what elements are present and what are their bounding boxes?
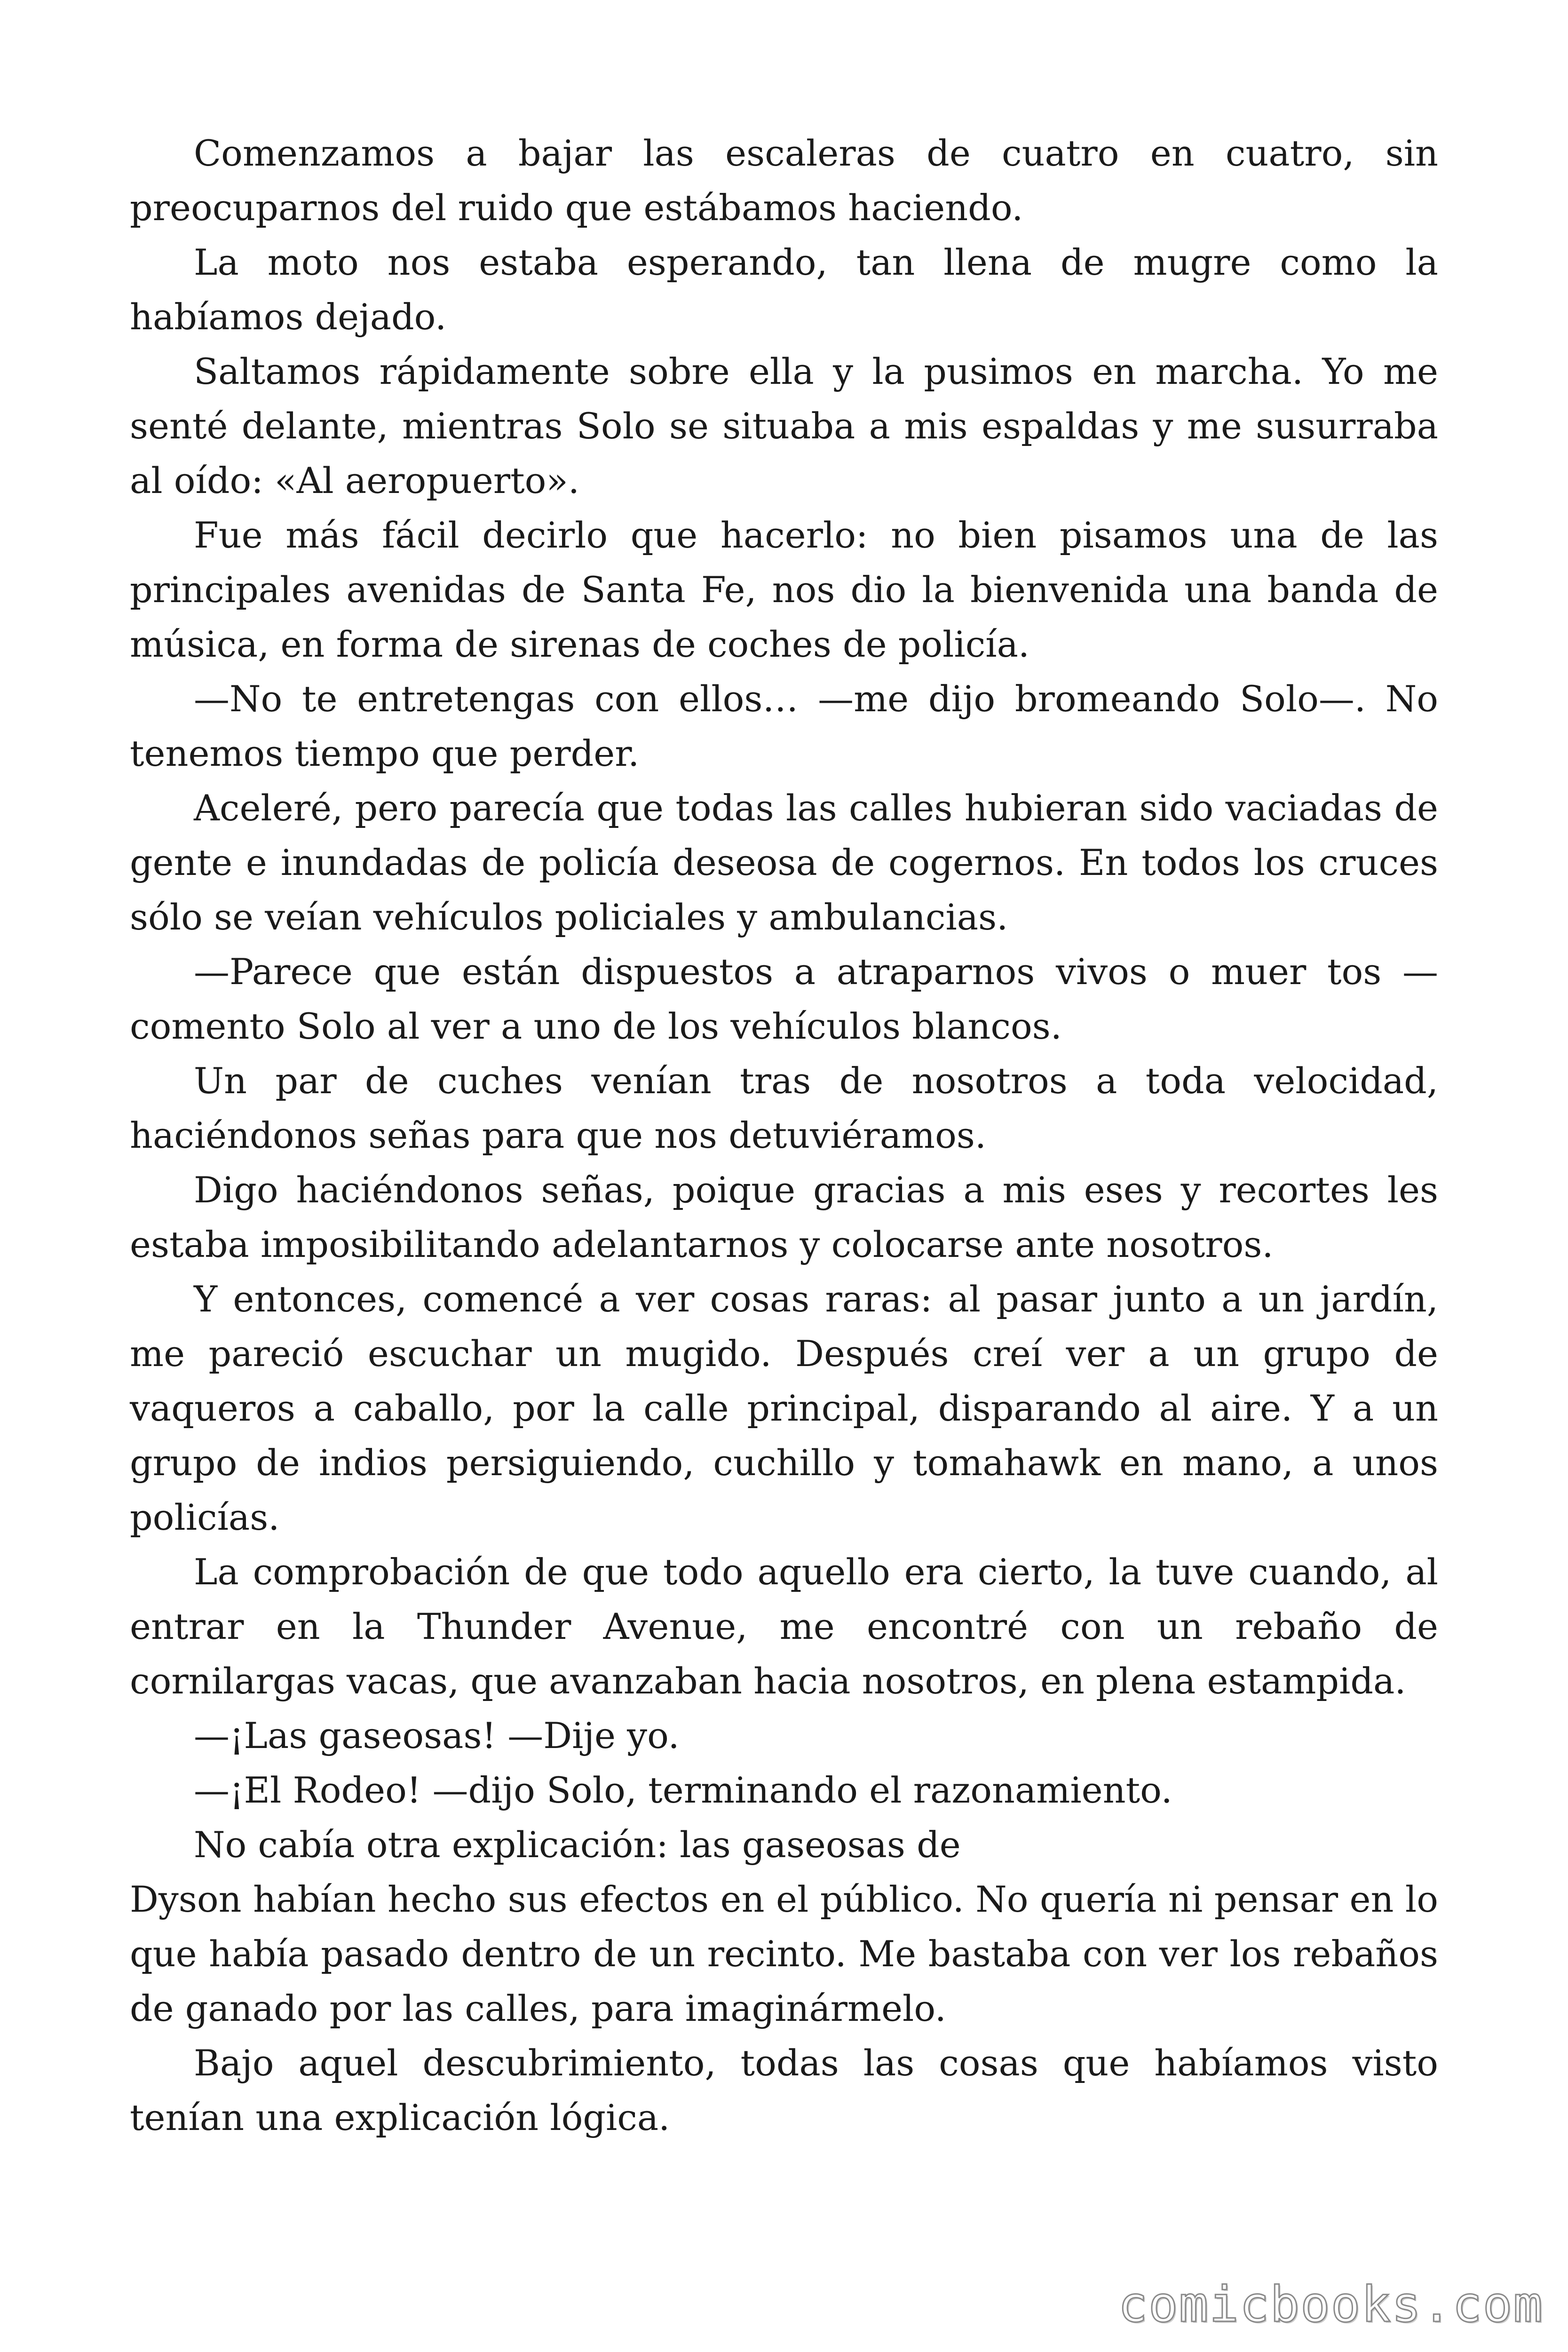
paragraph: Un par de cuches venían tras de nosotros a toda velocidad, haciéndonos señas para que nos detuviéramos. (130, 1060, 1438, 1156)
paragraph: Y entonces, comencé a ver cosas raras: al pasar junto a un jardín, me pareció escuchar un mugido. Después creí ver a un grupo de vaqueros a caballo, por la calle principal, disparando al aire. Y a un grupo de indios persiguiendo, cuchillo y tomahawk en mano, a unos policías. (130, 1278, 1438, 1538)
paragraph: Dyson habían hecho sus efectos en el público. No quería ni pensar en lo que había pasado dentro de un recinto. Me bastaba con ver los rebaños de ganado por las calles, para imaginármelo. (130, 1878, 1438, 2029)
page-body-text (130, 126, 1438, 2145)
paragraph: Saltamos rápidamente sobre ella y la pusimos en marcha. Yo me senté delante, mientras Solo se situaba a mis espaldas y me susurraba al oído: «Al aeropuerto». (130, 350, 1438, 501)
paragraph: Aceleré, pero parecía que todas las calles hubieran sido vaciadas de gente e inundadas de policía deseosa de cogernos. En todos los cruces sólo se veían vehículos policiales y ambulancias. (130, 787, 1438, 938)
paragraph: Fue más fácil decirlo que hacerlo: no bien pisamos una de las principales avenidas de Santa Fe, nos dio la bienvenida una banda de música, en forma de sirenas de coches de policía. (130, 514, 1438, 665)
paragraph: —No te entretengas con ellos… —me dijo bromeando Solo—. No tenemos tiempo que perder. (130, 678, 1438, 774)
paragraph: Bajo aquel descubrimiento, todas las cosas que habíamos visto tenían una explicación lógica. (130, 2042, 1438, 2138)
paragraph: —Parece que están dispuestos a atraparnos vivos o muer tos — comento Solo al ver a uno de los vehículos blancos. (130, 951, 1438, 1047)
paragraph: La comprobación de que todo aquello era cierto, la tuve cuando, al entrar en la Thunder Avenue, me encontré con un rebaño de cornilargas vacas, que avanzaban hacia nosotros, en plena estampida. (130, 1551, 1438, 1702)
paragraph: —¡Las gaseosas! —Dije yo. (194, 1715, 680, 1756)
paragraph: Digo haciéndonos señas, poique gracias a mis eses y recortes les estaba imposibilitando adelantarnos y colocarse ante nosotros. (130, 1169, 1438, 1265)
paragraph: Comenzamos a bajar las escaleras de cuatro en cuatro, sin preocuparnos del ruido que estábamos haciendo. (130, 132, 1438, 229)
watermark-logo: comicbooks.com (1118, 2276, 1544, 2333)
paragraph: La moto nos estaba esperando, tan llena de mugre como la habíamos dejado. (130, 241, 1438, 338)
paragraph: No cabía otra explicación: las gaseosas de (194, 1824, 961, 1866)
paragraph: —¡El Rodeo! —dijo Solo, terminando el razonamiento. (194, 1769, 1172, 1811)
